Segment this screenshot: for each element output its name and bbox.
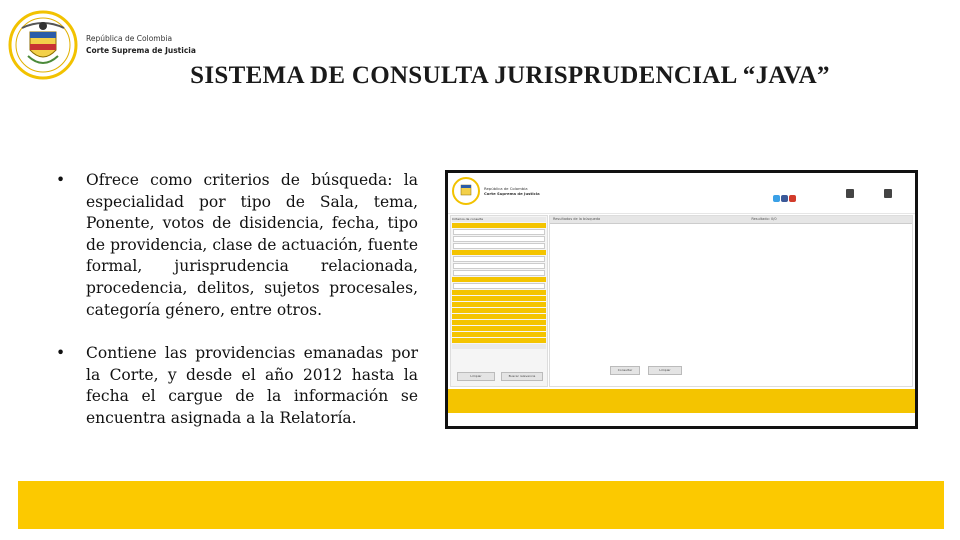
app-org-country: República de Colombia: [484, 186, 528, 191]
app-header: [448, 173, 915, 214]
criteria-field[interactable]: [453, 229, 545, 235]
criteria-field[interactable]: [453, 263, 545, 269]
bullet-text: Contiene las providencias emanadas por la Corte, y desde el año 2012 hasta la fecha el cargue de la información se encuentra asignada a la Relatoría.: [86, 344, 418, 427]
java-app-screenshot: [445, 170, 918, 429]
criteria-field[interactable]: [453, 243, 545, 249]
criteria-section[interactable]: [452, 277, 546, 282]
search-criteria-panel: [450, 215, 548, 387]
criteria-section[interactable]: [452, 290, 546, 295]
app-footer: [448, 389, 915, 413]
criteria-section[interactable]: [452, 302, 546, 307]
bullet-criteria: [56, 170, 418, 321]
org-court: Corte Suprema de Justicia: [86, 46, 196, 55]
criteria-field[interactable]: [453, 283, 545, 289]
relevance-search-button[interactable]: Buscar relevancia: [501, 372, 543, 381]
criteria-section[interactable]: [452, 314, 546, 319]
criteria-field[interactable]: [453, 236, 545, 242]
criteria-section[interactable]: [452, 326, 546, 331]
document-icon[interactable]: [846, 189, 854, 198]
facebook-icon[interactable]: [781, 195, 788, 202]
twitter-icon[interactable]: [773, 195, 780, 202]
clear-button[interactable]: Limpiar: [648, 366, 682, 375]
org-country: República de Colombia: [86, 34, 173, 43]
app-footer-bottom: [448, 413, 915, 426]
footer-bar: [18, 481, 944, 529]
results-title: Resultados de la búsqueda: [553, 217, 601, 221]
app-org-name: [484, 186, 540, 196]
bullet-symbol: •: [56, 344, 66, 363]
social-links: [773, 187, 797, 206]
bullet-text: Ofrece como criterios de búsqueda: la especialidad por tipo de Sala, tema, Ponente, votos de disidencia, fecha, tipo de providencia, clase de actuación, fuente formal, jurisprudencia relacionada, procedencia, delitos, sujetos procesales, categoría género, entre otros.: [86, 171, 418, 319]
criteria-section[interactable]: [452, 344, 546, 349]
mail-icon[interactable]: [884, 189, 892, 198]
app-org-court: Corte Suprema de Justicia: [484, 191, 540, 196]
bullet-symbol: •: [56, 171, 66, 189]
criteria-section[interactable]: [452, 320, 546, 325]
app-logo: [451, 176, 481, 206]
results-header: [550, 216, 912, 224]
criteria-section[interactable]: [452, 250, 546, 255]
criteria-section[interactable]: [452, 338, 546, 343]
clear-criteria-button[interactable]: Limpiar: [457, 372, 495, 381]
consult-button[interactable]: Consultar: [610, 366, 640, 375]
criteria-field[interactable]: [453, 270, 545, 276]
criteria-header: Criterios de consulta: [452, 217, 546, 222]
criteria-section[interactable]: [452, 296, 546, 301]
organization-name: [86, 33, 196, 57]
google-icon[interactable]: [789, 195, 796, 202]
criteria-section[interactable]: [452, 332, 546, 337]
bullet-content: [56, 343, 418, 429]
results-count: Resultado: 0/0: [751, 217, 777, 221]
criteria-field[interactable]: [453, 256, 545, 262]
bullet-list: [56, 170, 418, 452]
criteria-section[interactable]: [452, 308, 546, 313]
page-title: SISTEMA DE CONSULTA JURISPRUDENCIAL “JAVA”: [190, 62, 830, 89]
criteria-section[interactable]: [452, 223, 546, 228]
results-panel: [549, 215, 913, 387]
